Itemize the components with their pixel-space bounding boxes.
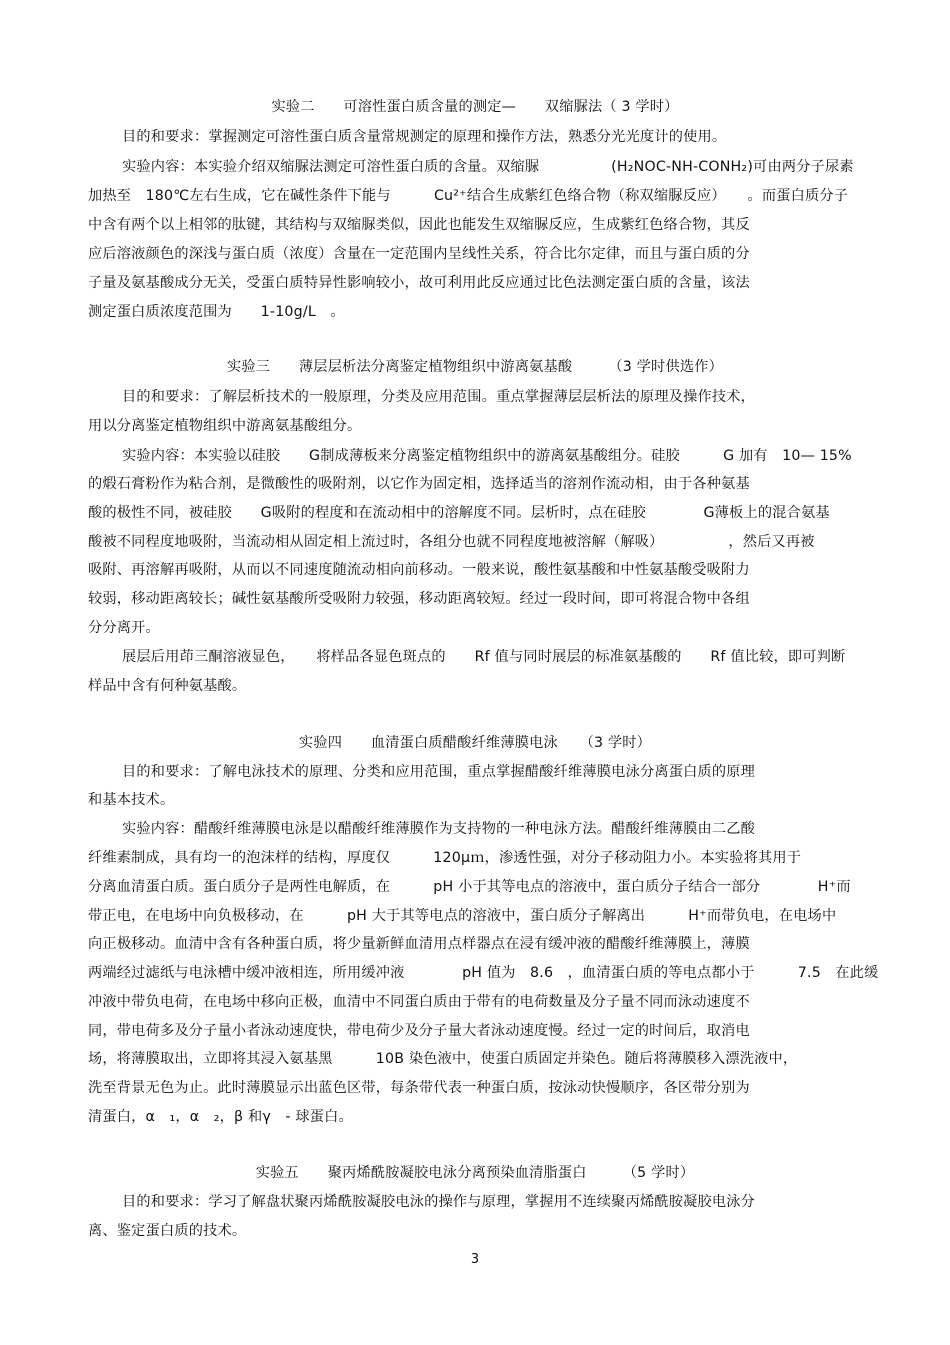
paragraph-line: 展层后用茚三酮溶液显色， 将样品各显色斑点的 Rf 值与同时展层的标准氨基酸的 Rf 值比较，即可判断 [122,649,846,665]
paragraph-line: 向正极移动。血清中含有各种蛋白质，将少量新鲜血清用点样器点在浸有缓冲液的醋酸纤维薄膜上，薄膜 [88,936,750,952]
paragraph-line: 用以分离鉴定植物组织中游离氨基酸组分。 [88,418,362,434]
paragraph-line: 中含有两个以上相邻的肽键，其结构与双缩脲类似，因此也能发生双缩脲反应，生成紫红色络合物，其反 [88,217,750,233]
paragraph-line: 目的和要求：掌握测定可溶性蛋白质含量常规测定的原理和操作方法，熟悉分光光度计的使用。 [122,129,727,145]
paragraph-line: 目的和要求：学习了解盘状聚丙烯酰胺凝胶电泳的操作与原理，掌握用不连续聚丙烯酰胺凝胶电泳分 [122,1194,756,1210]
section-title-exp3: 实验三 薄层层析法分离鉴定植物组织中游离氨基酸 （3 学时供选作） [226,359,723,375]
paragraph-line: 实验内容：本实验介绍双缩脲法测定可溶性蛋白质的含量。双缩脲 (H₂NOC-NH-CONH₂)可由两分子尿素 [122,159,854,175]
paragraph-line: 分分离开。 [88,620,160,636]
paragraph-line: 子量及氨基酸成分无关，受蛋白质特异性影响较小，故可利用此反应通过比色法测定蛋白质的含量，该法 [88,275,750,291]
paragraph-line: 实验内容：醋酸纤维薄膜电泳是以醋酸纤维薄膜作为支持物的一种电泳方法。醋酸纤维薄膜由二乙酸 [122,821,756,837]
paragraph-line: 加热至 180℃左右生成，它在碱性条件下能与 Cu²⁺结合生成紫红色络合物（称双缩脲反应） 。而蛋白质分子 [88,188,849,204]
paragraph-line: 目的和要求：了解电泳技术的原理、分类和应用范围，重点掌握醋酸纤维薄膜电泳分离蛋白质的原理 [122,764,756,780]
paragraph-line: 分离血清蛋白质。蛋白质分子是两性电解质，在 pH 小于其等电点的溶液中，蛋白质分子结合一部分 H⁺而 [88,879,851,895]
paragraph-line: 离、鉴定蛋白质的技术。 [88,1223,247,1239]
paragraph-line: 应后溶液颜色的深浅与蛋白质（浓度）含量在一定范围内呈线性关系，符合比尔定律，而且与蛋白质的分 [88,246,750,262]
paragraph-line: 酸的极性不同，被硅胶 G吸附的程度和在流动相中的溶解度不同。层析时，点在硅胶 G薄板上的混合氨基 [88,505,830,521]
page-number: 3 [470,1252,480,1267]
section-title-exp2: 实验二 可溶性蛋白质含量的测定— 双缩脲法（ 3 学时） [271,99,679,115]
paragraph-line: 吸附、再溶解再吸附，从而以不同速度随流动相向前移动。一般来说，酸性氨基酸和中性氨基酸受吸附力 [88,562,750,578]
paragraph-line: 酸被不同程度地吸附，当流动相从固定相上流过时，各组分也就不同程度地被溶解（解吸） ，然后又再被 [88,534,815,550]
section-title-exp4: 实验四 血清蛋白质醋酸纤维薄膜电泳 （3 学时） [298,735,652,751]
paragraph-line: 冲液中带负电荷，在电场中移向正极，血清中不同蛋白质由于带有的电荷数量及分子量不同而泳动速度不 [88,994,750,1010]
paragraph-line: 清蛋白，α ₁，α ₂，β 和γ - 球蛋白。 [88,1109,353,1125]
paragraph-line: 较弱，移动距离较长；碱性氨基酸所受吸附力较强，移动距离较短。经过一段时间，即可将混合物中各组 [88,591,750,607]
paragraph-line: 两端经过滤纸与电泳槽中缓冲液相连，所用缓冲液 pH 值为 8.6 ，血清蛋白质的等电点都小于 7.5 在此缓 [88,965,879,981]
paragraph-line: 带正电，在电场中向负极移动，在 pH 大于其等电点的溶液中，蛋白质分子解离出 H⁺而带负电，在电场中 [88,908,837,924]
paragraph-line: 和基本技术。 [88,792,175,808]
paragraph-line: 同，带电荷多及分子量小者泳动速度快，带电荷少及分子量大者泳动速度慢。经过一定的时间后，取消电 [88,1023,750,1039]
paragraph-line: 纤维素制成，具有均一的泡沫样的结构，厚度仅 120μｍ，渗透性强，对分子移动阻力小。本实验将其用于 [88,850,802,866]
paragraph-line: 场，将薄膜取出，立即将其浸入氨基黑 10B 染色液中，使蛋白质固定并染色。随后将薄膜移入漂洗液中， [88,1051,798,1067]
paragraph-line: 实验内容：本实验以硅胶 G制成薄板来分离鉴定植物组织中的游离氨基酸组分。硅胶 G 加有 10— 15% [122,448,852,464]
paragraph-line: 测定蛋白质浓度范围为 1-10g/L 。 [88,304,345,320]
section-title-exp5: 实验五 聚丙烯酰胺凝胶电泳分离预染血清脂蛋白 （5 学时） [255,1165,695,1181]
paragraph-line: 洗至背景无色为止。此时薄膜显示出蓝色区带，每条带代表一种蛋白质，按泳动快慢顺序，各区带分别为 [88,1080,750,1096]
paragraph-line: 样品中含有何种氨基酸。 [88,678,247,694]
paragraph-line: 的煅石膏粉作为粘合剂，是微酸性的吸附剂，以它作为固定相，选择适当的溶剂作流动相，由于各种氨基 [88,476,750,492]
paragraph-line: 目的和要求：了解层析技术的一般原理，分类及应用范围。重点掌握薄层层析法的原理及操作技术， [122,389,756,405]
